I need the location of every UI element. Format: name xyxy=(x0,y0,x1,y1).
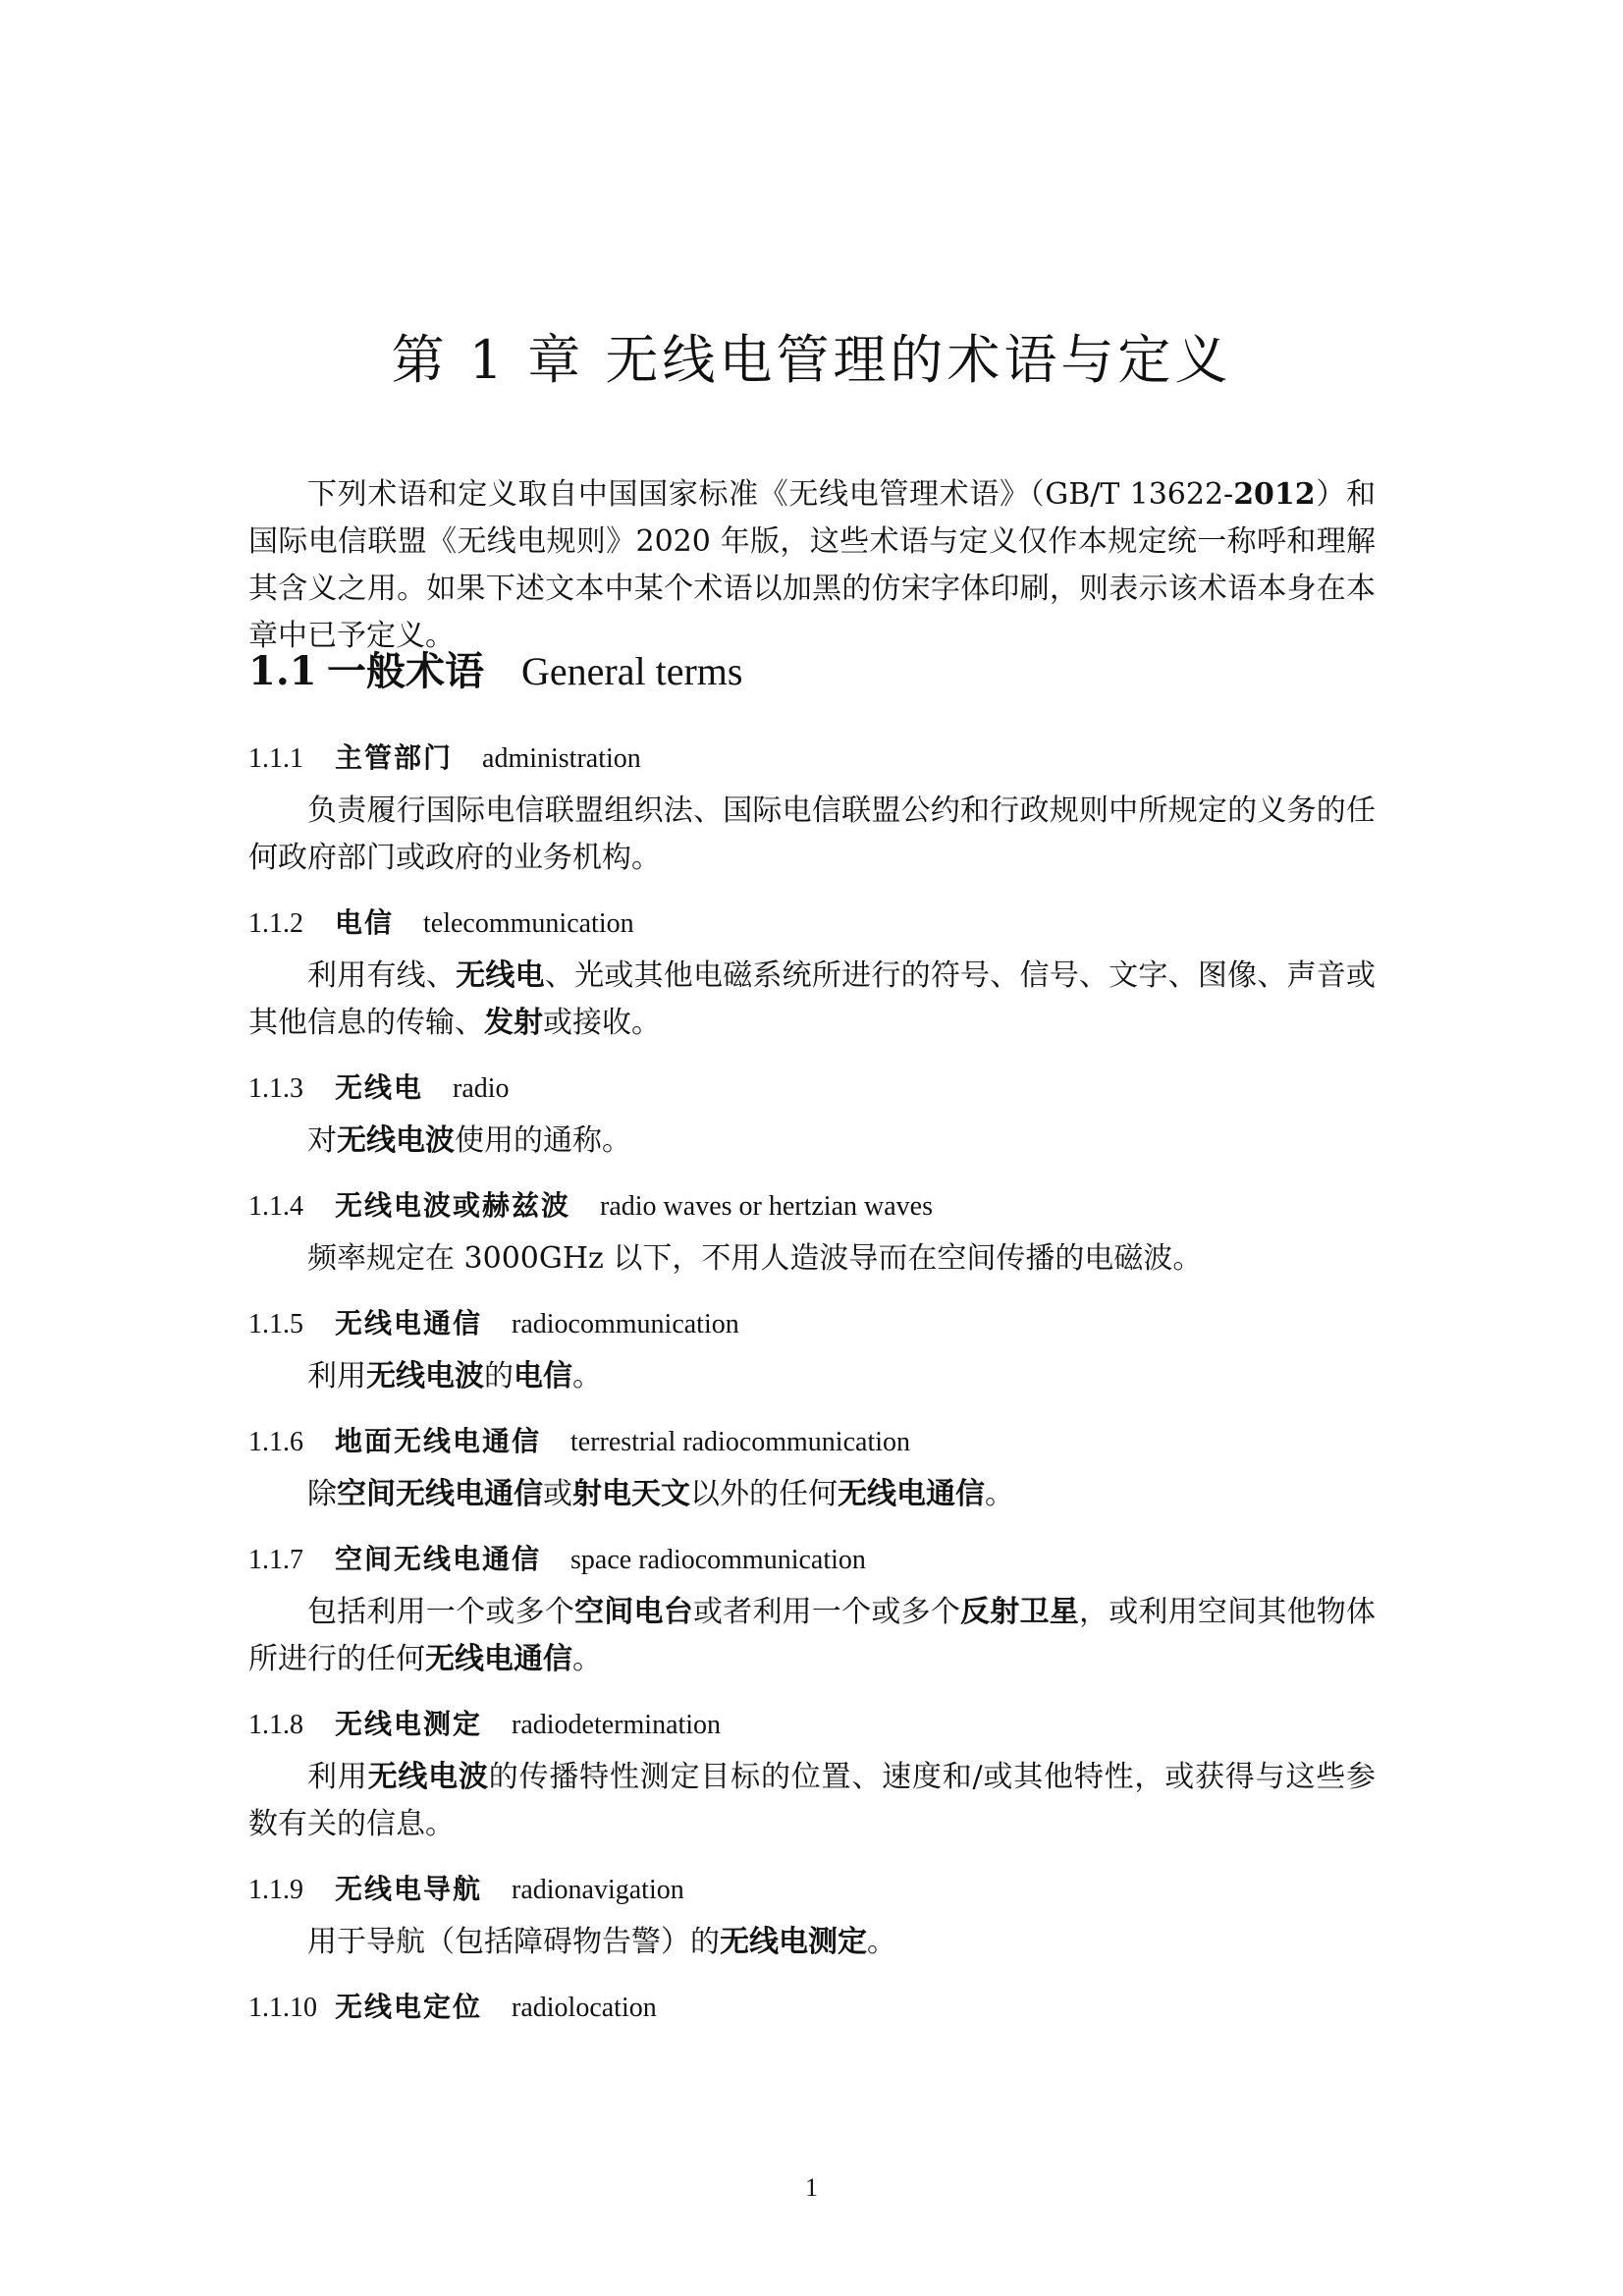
term-entry xyxy=(248,1065,1376,1165)
defined-term-ref: 无线电波 xyxy=(367,1760,489,1794)
definition-text: 使用的通称。 xyxy=(455,1123,631,1158)
definition-text: 负责履行国际电信联盟组织法、国际电信联盟公约和行政规则中所规定的义务的任何政府部门或政府的业务机构。 xyxy=(248,793,1376,875)
term-name-en: radiodetermination xyxy=(512,1710,722,1740)
term-entry xyxy=(248,1300,1376,1400)
term-name-cn: 无线电定位 xyxy=(335,1991,483,2023)
section-heading xyxy=(248,642,742,701)
term-name-cn: 无线电波或赫兹波 xyxy=(335,1189,571,1222)
definition-text: 除 xyxy=(307,1477,337,1511)
term-entry xyxy=(248,1536,1376,1683)
term-list xyxy=(248,735,1376,2037)
definition-text: 。 xyxy=(572,1359,602,1394)
intro-text-part1: 下列术语和定义取自中国国家标准《无线电管理术语》（GB/T 13622- xyxy=(307,477,1234,512)
term-name-en: radiolocation xyxy=(512,1993,657,2023)
term-heading xyxy=(248,1065,1376,1112)
defined-term-ref: 无线电通信 xyxy=(838,1477,985,1511)
term-number: 1.1.2 xyxy=(248,908,303,939)
definition-text: 或者利用一个或多个 xyxy=(692,1595,961,1629)
term-name-cn: 电信 xyxy=(335,906,395,939)
definition-text: 利用 xyxy=(307,1760,368,1794)
defined-term-ref: 无线电测定 xyxy=(720,1925,867,1959)
term-number: 1.1.6 xyxy=(248,1427,303,1457)
definition-text: 对 xyxy=(307,1123,337,1158)
term-definition xyxy=(248,1919,1376,1966)
term-heading xyxy=(248,1536,1376,1583)
term-heading xyxy=(248,900,1376,947)
term-name-cn: 地面无线电通信 xyxy=(335,1425,542,1457)
definition-text: 频率规定在 3000GHz 以下，不用人造波导而在空间传播的电磁波。 xyxy=(307,1241,1203,1276)
defined-term-ref: 无线电波 xyxy=(337,1123,455,1158)
term-name-en: space radiocommunication xyxy=(570,1545,866,1575)
definition-text: 以外的任何 xyxy=(690,1477,838,1511)
defined-term-ref: 无线电 xyxy=(456,958,545,993)
term-definition xyxy=(248,1471,1376,1518)
intro-text-part2: ）和国际电信联盟《无线电规则》2020 年版，这些术语与定义仅作本规定统一称呼和理解其含义之用。如果下述文本中某个术语以加黑的仿宋字体印刷，则表示该术语本身在本章中已予定义。 xyxy=(248,477,1376,653)
term-number: 1.1.4 xyxy=(248,1191,303,1222)
definition-text: 的 xyxy=(484,1359,514,1394)
defined-term-ref: 空间无线电通信 xyxy=(337,1477,543,1511)
defined-term-ref: 射电天文 xyxy=(572,1477,690,1511)
defined-term-ref: 无线电通信 xyxy=(425,1642,572,1676)
definition-text: 。 xyxy=(572,1642,602,1676)
term-entry xyxy=(248,1418,1376,1518)
intro-paragraph xyxy=(248,471,1376,660)
section-title-cn: 一般术语 xyxy=(327,648,484,694)
term-heading xyxy=(248,1866,1376,1913)
term-definition xyxy=(248,1589,1376,1683)
definition-text: 。 xyxy=(985,1477,1014,1511)
definition-text: 利用 xyxy=(307,1359,366,1394)
term-number: 1.1.5 xyxy=(248,1309,303,1339)
term-entry xyxy=(248,1701,1376,1848)
term-definition xyxy=(248,1353,1376,1400)
term-name-cn: 无线电测定 xyxy=(335,1708,483,1740)
term-number: 1.1.9 xyxy=(248,1875,303,1905)
definition-text: 的传播特性测定目标的位置、速度和/或其他特性，或获得与这些参数有关的信息。 xyxy=(248,1760,1376,1841)
term-entry xyxy=(248,1984,1376,2031)
term-number: 1.1.10 xyxy=(248,1993,317,2023)
term-definition xyxy=(248,1118,1376,1165)
term-name-cn: 无线电导航 xyxy=(335,1873,483,1905)
definition-text: ，或利用空间其他物体所进行的任何 xyxy=(248,1595,1377,1676)
term-entry xyxy=(248,1182,1376,1283)
definition-text: 或 xyxy=(543,1477,572,1511)
term-heading xyxy=(248,1418,1376,1465)
term-name-en: radiocommunication xyxy=(512,1309,739,1339)
term-name-en: terrestrial radiocommunication xyxy=(570,1427,910,1457)
term-name-en: radio waves or hertzian waves xyxy=(600,1191,933,1222)
definition-text: 用于导航（包括障碍物告警）的 xyxy=(307,1925,720,1959)
term-name-cn: 无线电 xyxy=(335,1071,424,1104)
definition-text: 利用有线、 xyxy=(307,958,457,993)
term-name-en: administration xyxy=(482,743,641,774)
term-entry xyxy=(248,900,1376,1047)
term-name-en: radio xyxy=(453,1073,510,1104)
term-heading xyxy=(248,735,1376,782)
definition-text: 或接收。 xyxy=(543,1006,661,1040)
definition-text: 、光或其他电磁系统所进行的符号、信号、文字、图像、声音或其他信息的传输、 xyxy=(248,958,1377,1040)
term-definition xyxy=(248,1235,1376,1283)
term-heading xyxy=(248,1984,1376,2031)
term-definition xyxy=(248,953,1376,1047)
section-title-en: General terms xyxy=(521,649,743,693)
defined-term-ref: 空间电台 xyxy=(574,1595,693,1629)
intro-year-bold: 2012 xyxy=(1233,477,1316,512)
defined-term-ref: 无线电波 xyxy=(366,1359,484,1394)
term-heading xyxy=(248,1701,1376,1748)
term-name-cn: 无线电通信 xyxy=(335,1307,483,1339)
term-heading xyxy=(248,1300,1376,1347)
defined-term-ref: 发射 xyxy=(484,1006,543,1040)
term-definition xyxy=(248,1754,1376,1848)
term-number: 1.1.7 xyxy=(248,1545,303,1575)
term-heading xyxy=(248,1182,1376,1230)
term-number: 1.1.3 xyxy=(248,1073,303,1104)
section-number: 1.1 xyxy=(248,648,317,694)
term-entry xyxy=(248,735,1376,882)
defined-term-ref: 电信 xyxy=(514,1359,572,1394)
term-definition xyxy=(248,788,1376,882)
definition-text: 包括利用一个或多个 xyxy=(307,1595,575,1629)
chapter-title: 第 1 章 无线电管理的术语与定义 xyxy=(391,329,1232,391)
page-number: 1 xyxy=(805,2173,818,2202)
defined-term-ref: 反射卫星 xyxy=(960,1595,1079,1629)
term-number: 1.1.1 xyxy=(248,743,303,774)
term-number: 1.1.8 xyxy=(248,1710,303,1740)
term-name-en: radionavigation xyxy=(512,1875,684,1905)
term-entry xyxy=(248,1866,1376,1966)
definition-text: 。 xyxy=(867,1925,896,1959)
term-name-en: telecommunication xyxy=(423,908,634,939)
term-name-cn: 主管部门 xyxy=(335,741,454,774)
term-name-cn: 空间无线电通信 xyxy=(335,1543,542,1575)
